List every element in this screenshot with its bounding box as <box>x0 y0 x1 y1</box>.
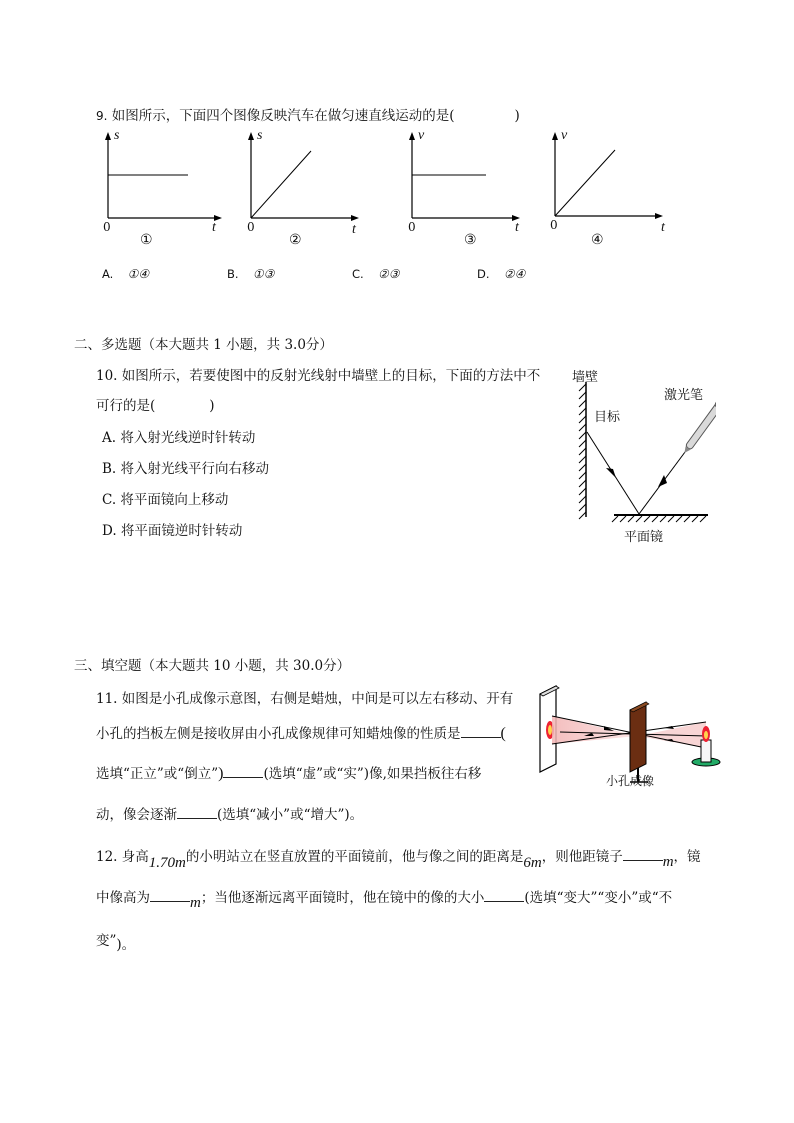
graph-1-caption: ① <box>140 232 153 248</box>
q9-paren-open: ( <box>449 108 455 124</box>
graph-2-x-label: t <box>352 222 356 237</box>
q10-line-1: 10. 如图所示，若要使图中的反射光线射中墙壁上的目标，下面的方法中不 <box>96 368 541 384</box>
graph-3-y-label: v <box>418 128 425 143</box>
q12-line-3-text: 变” <box>96 933 117 949</box>
q9-number: 9. <box>96 109 108 123</box>
q12-line-1 <box>96 845 701 871</box>
q12-line-2 <box>96 886 673 911</box>
q11-line-3-text: 选填“正立”或“倒立” <box>96 766 219 782</box>
q9-graph-4 <box>541 128 681 248</box>
q11-blank-2[interactable] <box>223 765 263 778</box>
q11-paren: ( <box>500 725 506 742</box>
graph-4-y-label: v <box>561 128 568 143</box>
graph-3-caption: ③ <box>464 232 477 248</box>
q12-text-4: ，镜 <box>673 849 701 865</box>
q12-line-3 <box>96 929 136 953</box>
q12-distance: 6m <box>523 855 542 871</box>
q10-paren-close: ) <box>209 398 215 414</box>
option-letter: A. <box>102 267 114 281</box>
graph-2-y-label: s <box>257 128 263 143</box>
option-letter: C. <box>352 267 364 281</box>
option-letter: D. <box>477 267 490 281</box>
q11-figure <box>534 684 726 796</box>
q11-line-4-end: )。 <box>344 807 364 823</box>
q11-line-2-text: 小孔的挡板左侧是接收屏由小孔成像规律可知蜡烛像的性质是 <box>96 726 461 742</box>
q12-blank-2[interactable] <box>150 889 190 902</box>
graph-2-caption: ② <box>289 232 302 248</box>
q9-graph-2 <box>237 128 377 248</box>
graph-1-y-label: s <box>114 128 120 143</box>
option-text: ①④ <box>127 267 150 281</box>
q12-line-2-choice: (选填“变大”“变小”或“不 <box>524 890 673 906</box>
q10-option-c[interactable]: C. 将平面镜向上移动 <box>102 492 229 508</box>
q11-line-3 <box>96 762 481 783</box>
q11-paren-close: ) <box>218 765 224 782</box>
q9-option-d[interactable] <box>477 266 525 282</box>
section-2-heading: 二、多选题（本大题共 1 小题，共 3.0分） <box>74 337 333 353</box>
wall-label: 墙壁 <box>572 370 599 385</box>
q12-text-3: ，则他距镜子 <box>541 849 623 865</box>
q11-line-4 <box>96 803 363 823</box>
q12-line-2-text: 中像高为 <box>96 890 150 906</box>
section-3-heading: 三、填空题（本大题共 10 小题，共 30.0分） <box>74 658 351 674</box>
q9-stem <box>96 104 520 124</box>
q12-blank-3[interactable] <box>484 889 524 902</box>
q11-line-1: 11. 如图是小孔成像示意图，右侧是蜡烛，中间是可以左右移动、开有 <box>96 691 514 707</box>
graph-4-caption: ④ <box>591 232 604 248</box>
target-label: 目标 <box>594 410 621 425</box>
q10-line-2 <box>96 394 215 414</box>
option-text: ②③ <box>377 267 400 281</box>
graph-1-x-label: t <box>212 220 216 235</box>
q12-blank-1[interactable] <box>623 848 663 861</box>
q9-option-b[interactable] <box>227 266 274 282</box>
q10-option-b[interactable]: B. 将入射光线平行向右移动 <box>102 461 270 477</box>
q9-graph-3 <box>398 128 538 248</box>
laser-pen-label: 激光笔 <box>664 388 704 403</box>
q12-unit-1: m <box>662 854 674 870</box>
q12-line-3-end: )。 <box>116 937 136 953</box>
q10-figure <box>566 362 716 547</box>
graph-4-origin: 0 <box>550 218 558 232</box>
graph-3-x-label: t <box>515 220 519 235</box>
mirror-label: 平面镜 <box>624 530 664 545</box>
q11-line-2 <box>96 722 506 743</box>
q12-text-1: 12. 身高 <box>96 849 149 865</box>
q12-unit-2: m <box>190 895 201 911</box>
graph-1-origin: 0 <box>103 220 111 234</box>
graph-3-origin: 0 <box>408 220 416 234</box>
q10-line-2-text: 可行的是( <box>96 398 156 414</box>
q11-blank-1[interactable] <box>461 725 501 738</box>
q10-option-d[interactable]: D. 将平面镜逆时针转动 <box>102 523 243 539</box>
q12-text-2: 的小明站立在竖直放置的平面镜前，他与像之间的距离是 <box>185 849 524 865</box>
q11-blank-3[interactable] <box>177 806 217 819</box>
q9-stem-text: 如图所示，下面四个图像反映汽车在做匀速直线运动的是 <box>111 108 450 124</box>
q12-height: 1.70m <box>148 855 186 871</box>
q12-line-2-mid: ；当他逐渐远离平面镜时，他在镜中的像的大小 <box>200 890 485 906</box>
q11-line-4-choice: (选填“减小”或“增大” <box>217 807 345 823</box>
option-letter: B. <box>227 267 239 281</box>
q10-option-a[interactable]: A. 将入射光线逆时针转动 <box>102 430 256 446</box>
q9-option-c[interactable] <box>352 266 400 282</box>
q11-line-4-text: 动，像会逐渐 <box>96 807 177 823</box>
option-text: ②④ <box>503 267 526 281</box>
graph-4-x-label: t <box>661 220 665 235</box>
q9-graph-1 <box>94 128 234 248</box>
graph-2-origin: 0 <box>247 220 255 234</box>
q11-figure-caption: 小孔成像 <box>606 774 655 788</box>
q9-option-a[interactable] <box>102 266 149 282</box>
q9-paren-close: ) <box>514 108 520 124</box>
option-text: ①③ <box>252 267 275 281</box>
q11-line-3-rest: (选填“虚”或“实”)像,如果挡板往右移 <box>263 766 482 782</box>
